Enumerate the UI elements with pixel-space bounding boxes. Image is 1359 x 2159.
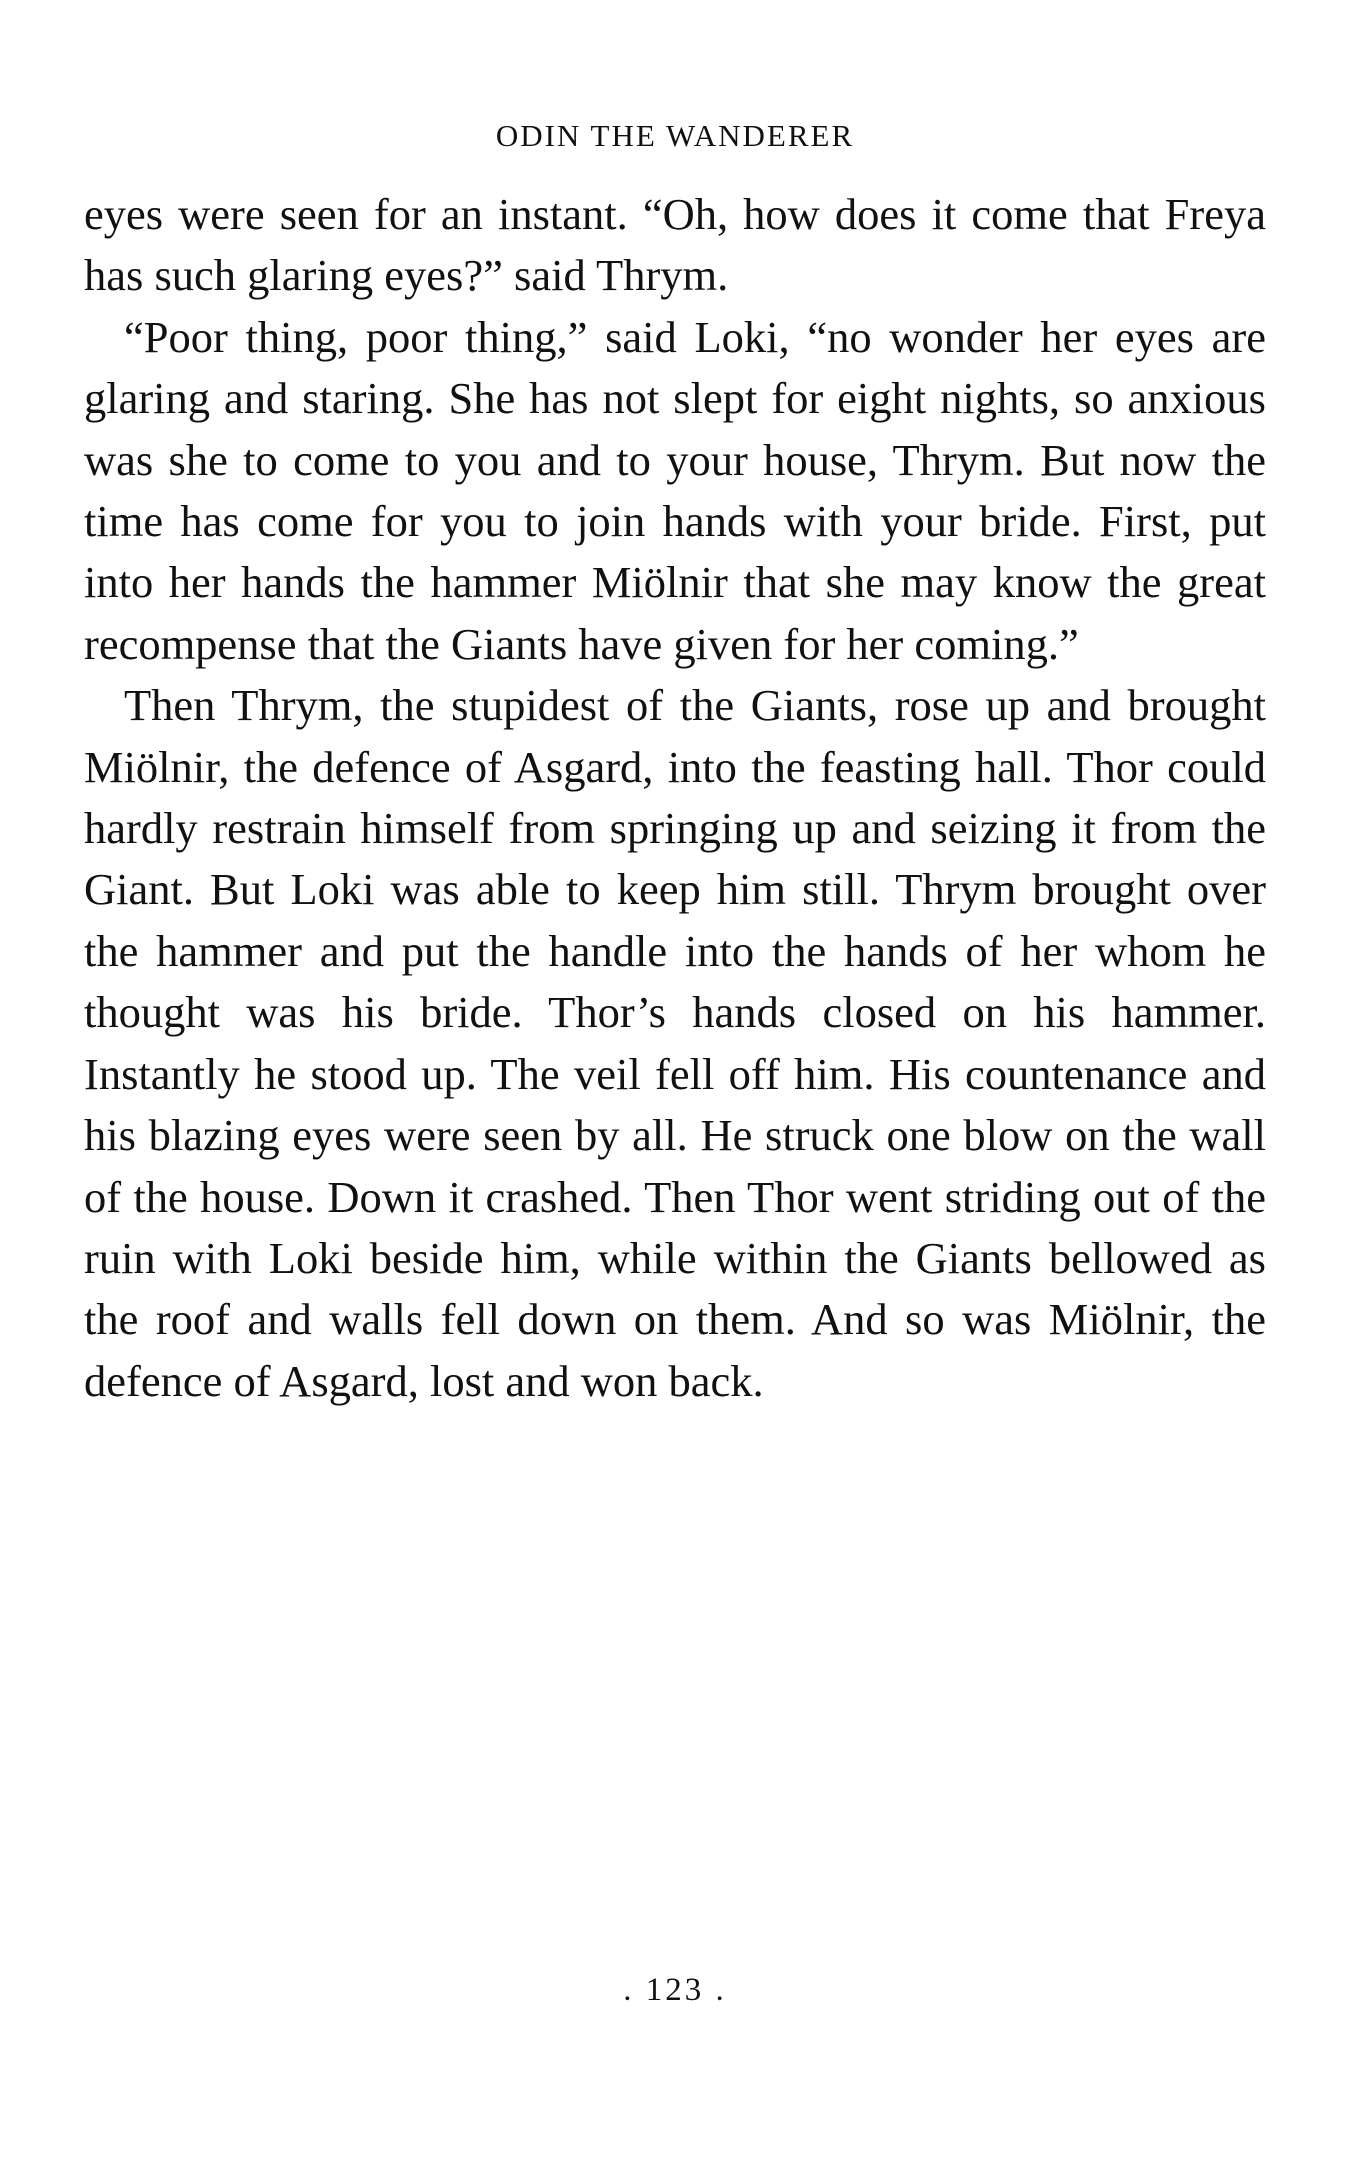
paragraph: eyes were seen for an instant. “Oh, how does it come that Freya has such glaring eyes?” said Thrym. [84, 189, 1266, 301]
paragraph: Then Thrym, the stupidest of the Giants, rose up and brought Miölnir, the defence of Asgard, into the feasting hall. Thor could hardly restrain himself from springing up and seizing it from the Giant. But Loki was able to keep him still. Thrym brought over the hammer and put the handle into the hands of her whom he thought was his bride. Thor’s hands closed on his hammer. Instantly he stood up. The veil fell off him. His countenance and his blazing eyes were seen by all. He struck one blow on the wall of the house. Down it crashed. Then Thor went striding out of the ruin with Loki beside him, while within the Giants bellowed as the roof and walls fell down on them. And so was Miölnir, the defence of Asgard, lost and won back. [84, 680, 1266, 1406]
page-number: . 123 . [623, 1972, 727, 2008]
book-page [84, 0, 1266, 2159]
running-head: ODIN THE WANDERER [495, 118, 855, 153]
body-text [84, 184, 1266, 1412]
paragraph: “Poor thing, poor thing,” said Loki, “no wonder her eyes are glaring and staring. She has not slept for eight nights, so anxious was she to come to you and to your house, Thrym. But now the time has come for you to join hands with your bride. First, put into her hands the hammer Miölnir that she may know the great recompense that the Giants have given for her coming.” [84, 311, 1266, 669]
